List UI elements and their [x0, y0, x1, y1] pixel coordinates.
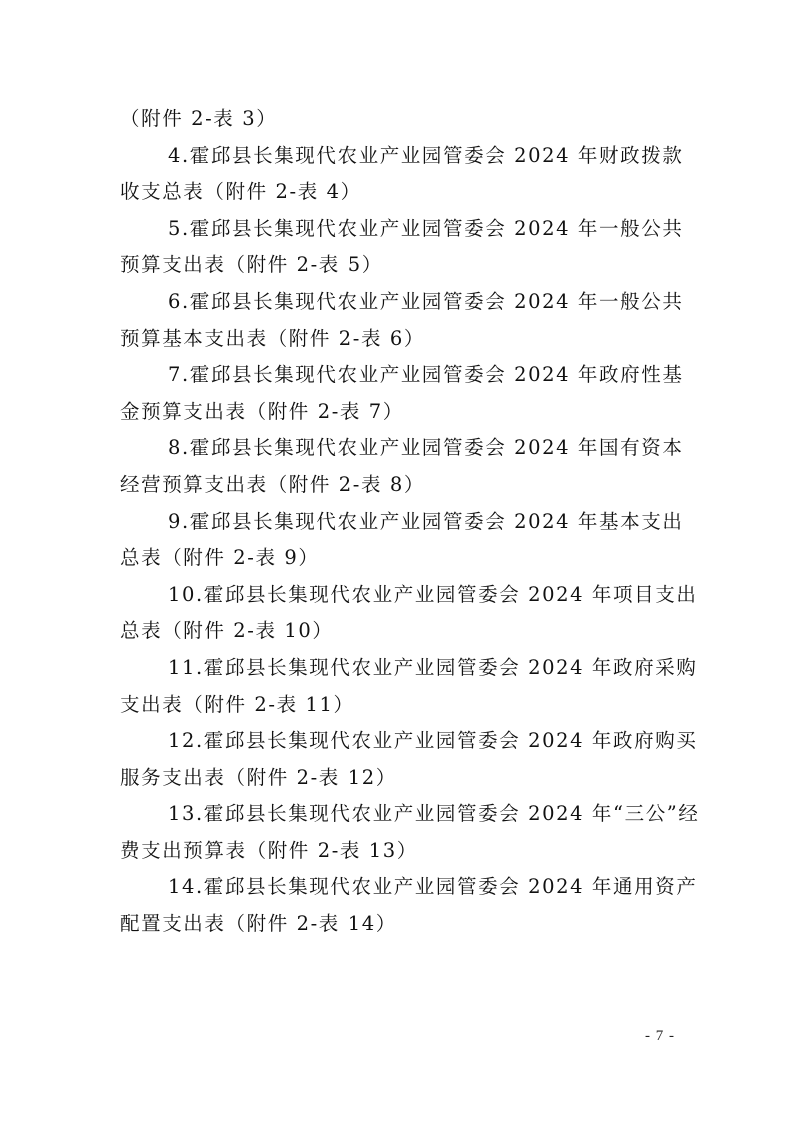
list-item-5-line-2: 预算支出表（附件 2-表 5）	[120, 253, 383, 277]
list-item-8-line-1: 8.霍邱县长集现代农业产业园管委会 2024 年国有资本	[168, 436, 684, 460]
list-item-8-line-2: 经营预算支出表（附件 2-表 8）	[120, 472, 425, 496]
page-number: - 7 -	[645, 1028, 675, 1044]
list-item-14-line-2: 配置支出表（附件 2-表 14）	[120, 912, 397, 936]
list-item-6-line-1: 6.霍邱县长集现代农业产业园管委会 2024 年一般公共	[168, 289, 684, 313]
list-item-5-line-1: 5.霍邱县长集现代农业产业园管委会 2024 年一般公共	[168, 216, 684, 240]
list-item-12-line-2: 服务支出表（附件 2-表 12）	[120, 765, 397, 789]
list-line: （附件 2-表 3）	[120, 107, 278, 130]
list-item-11-line-1: 11.霍邱县长集现代农业产业园管委会 2024 年政府采购	[168, 655, 698, 679]
list-item-9-line-2: 总表（附件 2-表 9）	[120, 546, 320, 570]
list-item-9-line-1: 9.霍邱县长集现代农业产业园管委会 2024 年基本支出	[168, 509, 684, 533]
list-item-6-line-2: 预算基本支出表（附件 2-表 6）	[120, 326, 425, 350]
attachment-list	[120, 101, 700, 943]
list-item-7-line-2: 金预算支出表（附件 2-表 7）	[120, 399, 404, 423]
list-item-4-line-2: 收支总表（附件 2-表 4）	[120, 180, 362, 204]
list-item-13-line-2: 费支出预算表（附件 2-表 13）	[120, 838, 418, 862]
list-item-14-line-1: 14.霍邱县长集现代农业产业园管委会 2024 年通用资产	[168, 875, 698, 899]
list-item-13-line-1: 13.霍邱县长集现代农业产业园管委会 2024 年“三公”经	[168, 802, 700, 826]
list-item-12-line-1: 12.霍邱县长集现代农业产业园管委会 2024 年政府购买	[168, 729, 698, 753]
list-item-10-line-2: 总表（附件 2-表 10）	[120, 619, 334, 643]
list-item-4-line-1: 4.霍邱县长集现代农业产业园管委会 2024 年财政拨款	[168, 143, 684, 167]
list-item-7-line-1: 7.霍邱县长集现代农业产业园管委会 2024 年政府性基	[168, 363, 684, 387]
list-item-11-line-2: 支出表（附件 2-表 11）	[120, 692, 355, 716]
list-item-10-line-1: 10.霍邱县长集现代农业产业园管委会 2024 年项目支出	[168, 582, 698, 606]
